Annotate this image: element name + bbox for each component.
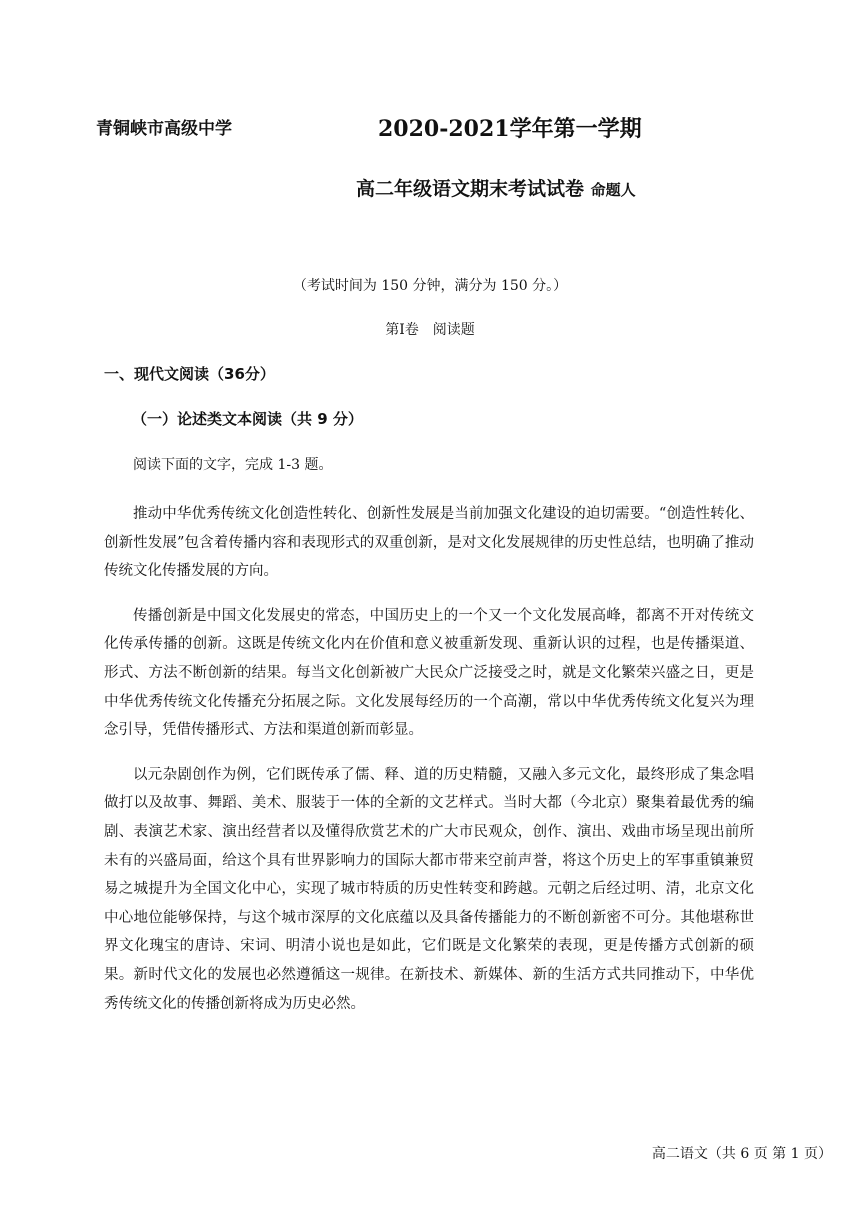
passage-paragraph: 推动中华优秀传统文化创造性转化、创新性发展是当前加强文化建设的迫切需要。“创造性转化、创新性发展”包含着传播内容和表现形式的双重创新，是对文化发展规律的历史性总结，也明确了推动传统文化传播发展的方向。 [104, 506, 754, 580]
exam-title-text: 高二年级语文期末考试试卷 [356, 178, 585, 200]
academic-term: 2020-2021学年第一学期 [378, 116, 642, 142]
volume-title: 第Ⅰ卷 阅读题 [385, 322, 475, 338]
section-title: 一、现代文阅读（36分） [104, 365, 275, 383]
exam-title [356, 174, 636, 201]
exam-note: （考试时间为 150 分钟，满分为 150 分。） [292, 278, 568, 294]
subsection-title: （一）论述类文本阅读（共 9 分） [132, 410, 363, 428]
page-footer: 高二语文（共 6 页 第 1 页） [651, 1146, 832, 1162]
setter-label: 命题人 [590, 181, 636, 199]
passage-paragraph: 传播创新是中国文化发展史的常态，中国历史上的一个又一个文化发展高峰，都离不开对传统文化传承传播的创新。这既是传统文化内在价值和意义被重新发现、重新认识的过程，也是传播渠道、形式、方法不断创新的结果。每当文化创新被广大民众广泛接受之时，就是文化繁荣兴盛之日，更是中华优秀传统文化传播充分拓展之际。文化发展每经历的一个高潮，常以中华优秀传统文化复兴为理念引导，凭借传播形式、方法和渠道创新而彰显。 [104, 607, 754, 739]
reading-instruction: 阅读下面的文字，完成 1-3 题。 [133, 457, 333, 473]
reading-passage [104, 500, 754, 1034]
passage-paragraph: 以元杂剧创作为例，它们既传承了儒、释、道的历史精髓，又融入多元文化，最终形成了集念唱做打以及故事、舞蹈、美术、服装于一体的全新的文艺样式。当时大都（今北京）聚集着最优秀的编剧、表演艺术家、演出经营者以及懂得欣赏艺术的广大市民观众，创作、演出、戏曲市场呈现出前所未有的兴盛局面，给这个具有世界影响力的国际大都市带来空前声誉，将这个历史上的军事重镇兼贸易之城提升为全国文化中心，实现了城市特质的历史性转变和跨越。元朝之后经过明、清，北京文化中心地位能够保持，与这个城市深厚的文化底蕴以及具备传播能力的不断创新密不可分。其他堪称世界文化瑰宝的唐诗、宋词、明清小说也是如此，它们既是文化繁荣的表现，更是传播方式创新的硕果。新时代文化的发展也必然遵循这一规律。在新技术、新媒体、新的生活方式共同推动下，中华优秀传统文化的传播创新将成为历史必然。 [104, 766, 754, 1012]
school-name: 青铜峡市高级中学 [96, 119, 232, 139]
